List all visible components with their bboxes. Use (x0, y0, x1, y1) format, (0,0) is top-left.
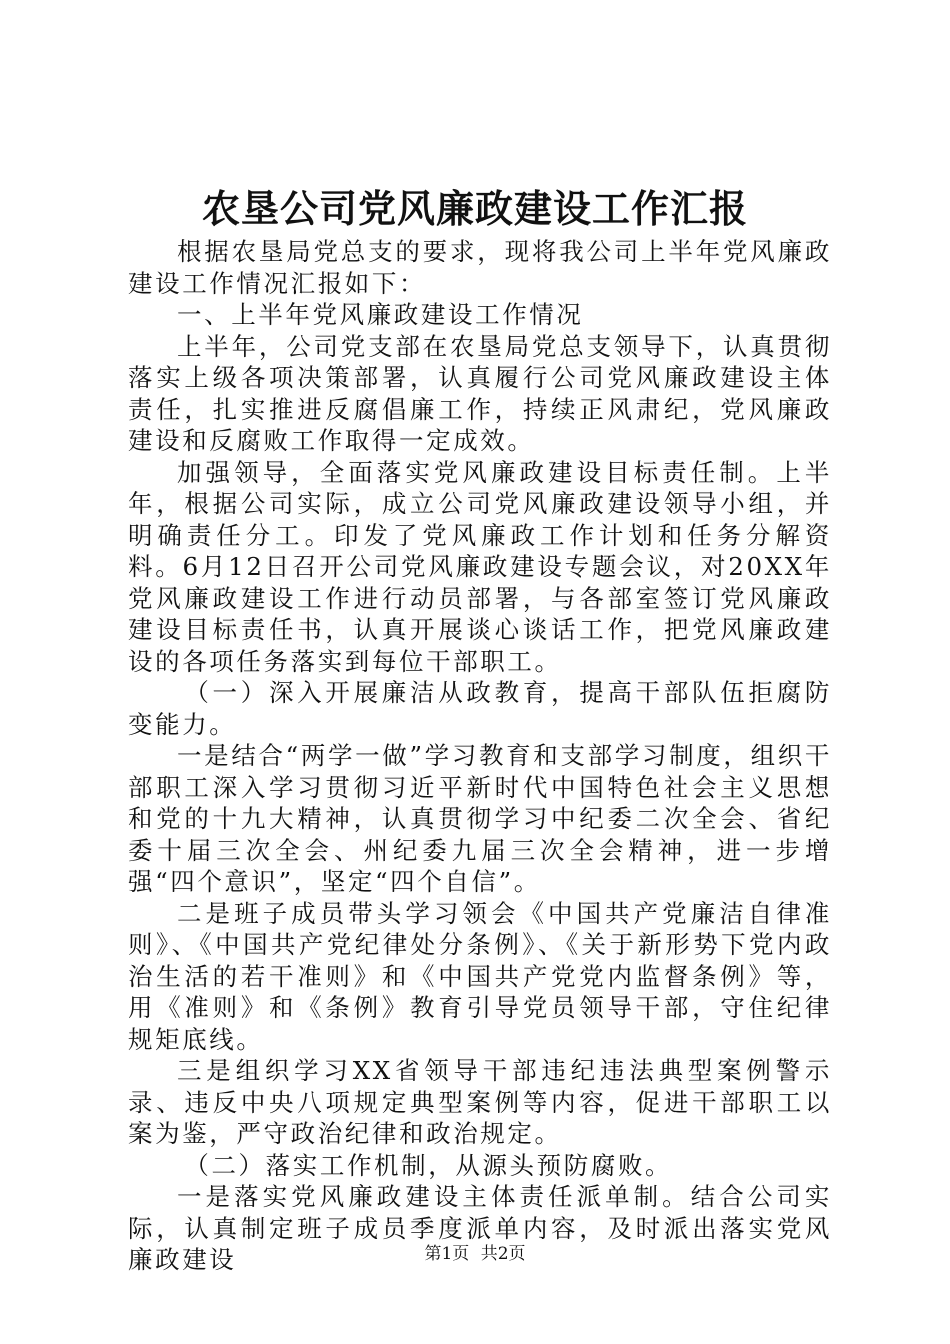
paragraph: 三是组织学习XX省领导干部违纪违法典型案例警示录、违反中央八项规定典型案例等内容，促进干部职工以案为鉴，严守政治纪律和政治规定。 (128, 1056, 832, 1148)
document-title: 农垦公司党风廉政建设工作汇报 (201, 186, 748, 231)
document-body (128, 236, 832, 1276)
paragraph: 二是班子成员带头学习领会《中国共产党廉洁自律准则》、《中国共产党纪律处分条例》、《关于新形势下党内政治生活的若干准则》和《中国共产党党内监督条例》等，用《准则》和《条例》教育引导党员领导干部，守住纪律规矩底线。 (128, 898, 832, 1054)
page-total: 共2页 (480, 1244, 526, 1264)
paragraph: 加强领导，全面落实党风廉政建设目标责任制。上半年，根据公司实际，成立公司党风廉政建设领导小组，并明确责任分工。印发了党风廉政工作计划和任务分解资料。6月12日召开公司党风廉政建设专题会议，对20XX年党风廉政建设工作进行动员部署，与各部室签订党风廉政建设目标责任书，认真开展谈心谈话工作，把党风廉政建设的各项任务落实到每位干部职工。 (128, 457, 832, 676)
page-number: 第1页 (424, 1244, 470, 1264)
subsection-heading-2: （二）落实工作机制，从源头预防腐败。 (184, 1150, 673, 1180)
paragraph: 一是落实党风廉政建设主体责任派单制。结合公司实际，认真制定班子成员季度派单内容，及时派出落实党风廉政建设 (128, 1182, 832, 1274)
paragraph: 上半年，公司党支部在农垦局党总支领导下，认真贯彻落实上级各项决策部署，认真履行公司党风廉政建设主体责任，扎实推进反腐倡廉工作，持续正风肃纪，党风廉政建设和反腐败工作取得一定成效。 (128, 331, 832, 455)
subsection-heading-1: （一）深入开展廉洁从政教育，提高干部队伍拒腐防变能力。 (128, 678, 832, 739)
paragraph: 一是结合“两学一做”学习教育和支部学习制度，组织干部职工深入学习贯彻习近平新时代中国特色社会主义思想和党的十九大精神，认真贯彻学习中纪委二次全会、省纪委十届三次全会、州纪委九届三次全会精神，进一步增强“四个意识”，坚定“四个自信”。 (128, 741, 832, 896)
section-heading-1: 一、上半年党风廉政建设工作情况 (177, 300, 584, 329)
page-footer (0, 1243, 950, 1265)
paragraph-intro: 根据农垦局党总支的要求，现将我公司上半年党风廉政建设工作情况汇报如下： (128, 237, 832, 298)
